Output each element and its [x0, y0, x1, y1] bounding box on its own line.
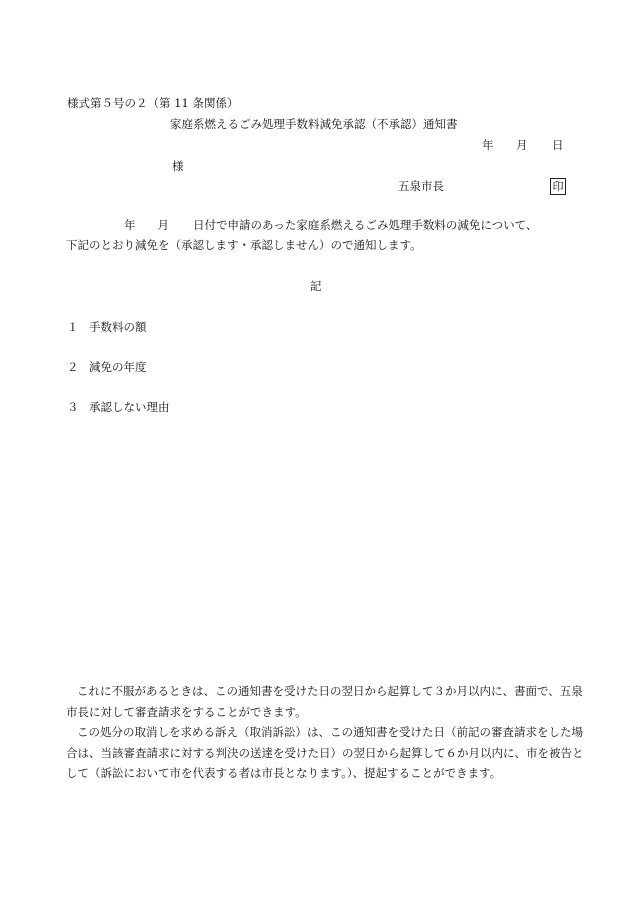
- body-year-label: 年: [124, 218, 136, 232]
- date-month-label: 月: [516, 138, 528, 152]
- addressee-suffix: 様: [172, 159, 184, 173]
- item-label: 手数料の額: [89, 320, 147, 334]
- appeal-notice: [66, 681, 586, 784]
- appeal-paragraph-1: これに不服があるときは、この通知書を受けた日の翌日から起算して３か月以内に、書面で、五泉市長に対して審査請求をすることができます。: [66, 684, 583, 719]
- item-label: 減免の年度: [89, 360, 147, 374]
- item-number: １: [67, 320, 79, 334]
- list-item: [67, 322, 147, 334]
- item-number: ２: [67, 360, 79, 374]
- date-line: [482, 140, 564, 152]
- item-label: 承認しない理由: [89, 400, 170, 414]
- issuer-name: 五泉市長: [398, 179, 444, 193]
- date-year-label: 年: [482, 138, 494, 152]
- body-line-2: 下記のとおり減免を（承認します・承認しません）ので通知します。: [66, 238, 422, 252]
- list-item: [67, 362, 147, 374]
- form-number: 様式第５号の２（第 11 条関係）: [67, 96, 239, 110]
- body-line-1: [124, 220, 537, 232]
- document-title: 家庭系燃えるごみ処理手数料減免承認（不承認）通知書: [170, 117, 458, 131]
- appeal-paragraph-2: この処分の取消しを求める訴え（取消訴訟）は、この通知書を受けた日（前記の審査請求をした場合は、当該審査請求に対する判決の送達を受けた日）の翌日から起算して６か月以内に、市を被告として（訴訟において市を代表する者は市長となります。）、提起することができます。: [66, 725, 584, 780]
- ki-heading: 記: [310, 279, 322, 293]
- list-item: [67, 402, 170, 414]
- body-line-1-text: 日付で申請のあった家庭系燃えるごみ処理手数料の減免について、: [193, 218, 538, 232]
- body-month-label: 月: [157, 218, 169, 232]
- seal-mark: 印: [550, 178, 566, 195]
- item-number: ３: [67, 400, 79, 414]
- date-day-label: 日: [552, 138, 564, 152]
